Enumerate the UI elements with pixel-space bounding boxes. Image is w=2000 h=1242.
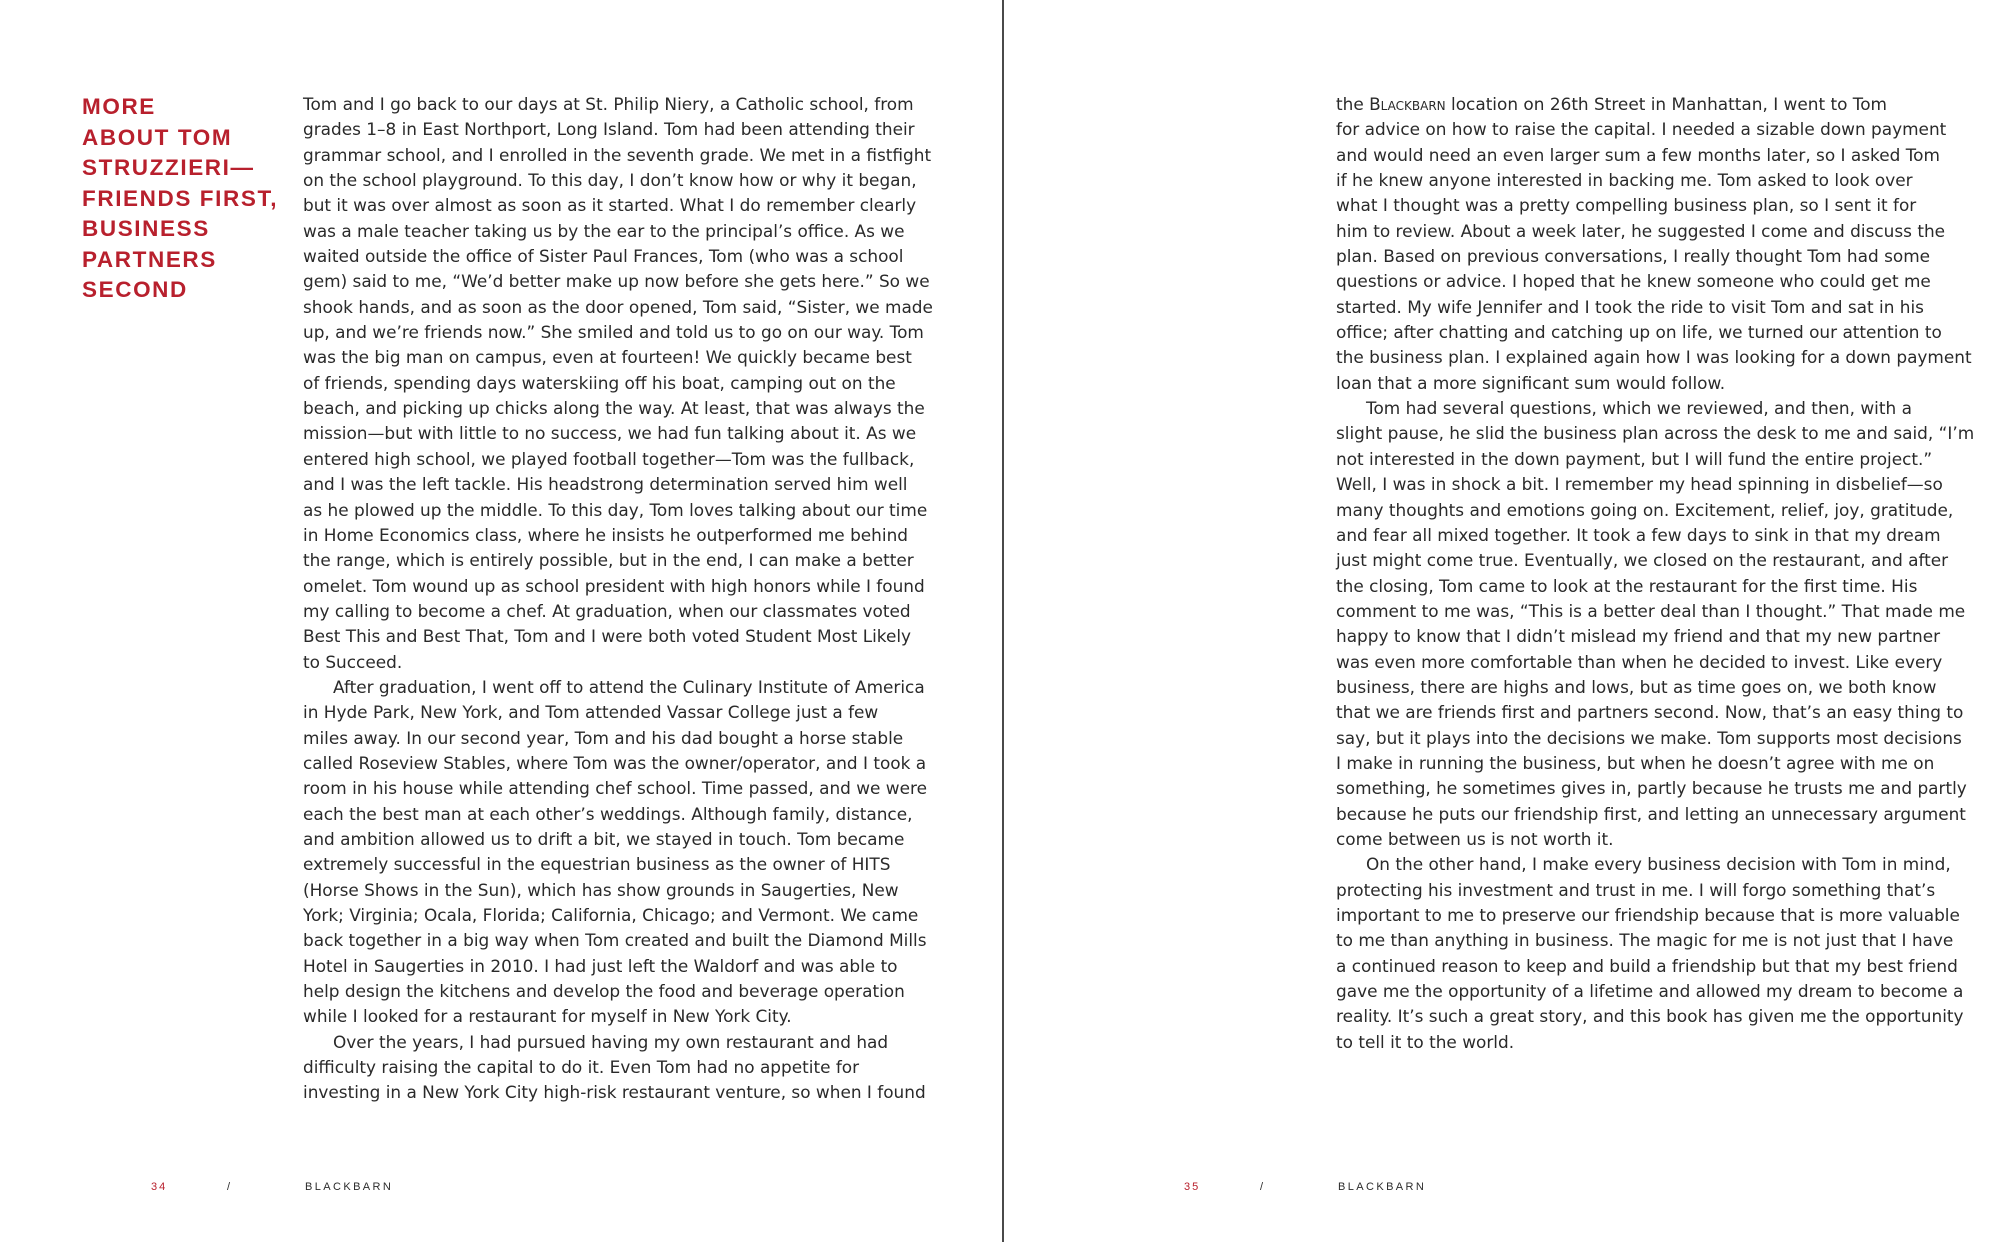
- text-line: After graduation, I went off to attend the Culinary Institute of America: [333, 676, 925, 697]
- text-line: Over the years, I had pursued having my own restaurant and had: [333, 1031, 889, 1052]
- brand-name: Blackbarn: [1369, 94, 1446, 114]
- text-line: I make in running the business, but when he doesn’t agree with me on: [1336, 752, 1935, 773]
- text-line: gave me the opportunity of a lifetime and allowed my dream to become a: [1336, 981, 1964, 1002]
- text-line: my calling to become a chef. At graduation, when our classmates voted: [303, 600, 911, 621]
- text-line: gem) said to me, “We’d better make up now before she gets here.” So we: [303, 271, 930, 292]
- text-line: On the other hand, I make every business decision with Tom in mind,: [1366, 854, 1951, 875]
- right-body-text: [1336, 92, 1975, 1055]
- text-line: many thoughts and emotions going on. Excitement, relief, joy, gratitude,: [1336, 499, 1954, 520]
- text-line: Tom and I go back to our days at St. Philip Niery, a Catholic school, from: [303, 94, 914, 114]
- text-line: on the school playground. To this day, I don’t know how or why it began,: [303, 170, 917, 191]
- text-line: York; Virginia; Ocala, Florida; California, Chicago; and Vermont. We came: [303, 905, 919, 925]
- text-line: protecting his investment and trust in me. I will forgo something that’s: [1336, 879, 1936, 900]
- heading-line: ABOUT TOM: [82, 124, 233, 150]
- text-line: just might come true. Eventually, we closed on the restaurant, and after: [1336, 550, 1949, 571]
- text-line: Best This and Best That, Tom and I were both voted Student Most Likely: [303, 626, 912, 647]
- heading-line: STRUZZIERI—: [82, 155, 255, 180]
- text-line: important to me to preserve our friendship because that is more valuable: [1336, 905, 1960, 925]
- page-number: 34: [151, 1181, 168, 1193]
- text-line: of friends, spending days waterskiing off his boat, camping out on the: [303, 372, 896, 393]
- text-line: as he plowed up the middle. To this day, Tom loves talking about our time: [303, 499, 928, 520]
- text-line: was the big man on campus, even at fourteen! We quickly became best: [303, 347, 912, 368]
- text-line: something, he sometimes gives in, partly because he trusts me and partly: [1336, 778, 1967, 799]
- text-line: to tell it to the world.: [1336, 1031, 1515, 1052]
- text-line: and I was the left tackle. His headstrong determination served him well: [303, 474, 908, 495]
- left-body-text: [303, 92, 933, 1106]
- text-line: but it was over almost as soon as it started. What I do remember clearly: [303, 195, 917, 216]
- text-line: to Succeed.: [303, 651, 403, 672]
- text-line: was a male teacher taking us by the ear to the principal’s office. As we: [303, 220, 905, 241]
- running-footer-title: BLACKBARN: [1338, 1181, 1427, 1193]
- text-line: extremely successful in the equestrian business as the owner of HITS: [303, 854, 891, 875]
- paragraph-2: [303, 675, 927, 1030]
- heading-line: FRIENDS FIRST,: [82, 185, 279, 211]
- footer-separator: /: [227, 1181, 233, 1193]
- text-line: say, but it plays into the decisions we make. Tom supports most decisions: [1336, 727, 1962, 748]
- paragraph-1: [303, 92, 933, 675]
- text-line: and fear all mixed together. It took a few days to sink in that my dream: [1336, 524, 1941, 545]
- text-line: plan. Based on previous conversations, I really thought Tom had some: [1336, 246, 1931, 267]
- text-line: beach, and picking up chicks along the way. At least, that was always the: [303, 398, 925, 419]
- text-line: omelet. Tom wound up as school president with high honors while I found: [303, 575, 925, 596]
- text-line: him to review. About a week later, he suggested I come and discuss the: [1336, 220, 1946, 241]
- text-line: the closing, Tom came to look at the restaurant for the first time. His: [1336, 575, 1918, 596]
- text-line: comment to me was, “This is a better deal than I thought.” That made me: [1336, 600, 1966, 621]
- text-line: [1336, 92, 1936, 117]
- text-line: called Roseview Stables, where Tom was the owner/operator, and I took a: [303, 752, 927, 773]
- text-fragment: location on 26th Street in Manhattan, I went to Tom: [1445, 94, 1888, 114]
- text-line: mission—but with little to no success, we had fun talking about it. As we: [303, 423, 917, 444]
- text-line: each the best man at each other’s weddings. Although family, distance,: [303, 803, 913, 824]
- text-line: entered high school, we played football together—Tom was the fullback,: [303, 448, 915, 469]
- paragraph-5: [1336, 396, 1975, 852]
- paragraph-3: [303, 1030, 926, 1106]
- text-line: the business plan. I explained again how I was looking for a down payment: [1336, 347, 1972, 368]
- text-line: in Home Economics class, where he insists he outperformed me behind: [303, 524, 909, 545]
- section-heading: [82, 92, 292, 306]
- text-line: Well, I was in shock a bit. I remember my head spinning in disbelief—so: [1336, 474, 1943, 495]
- text-line: come between us is not worth it.: [1336, 828, 1614, 849]
- text-line: difficulty raising the capital to do it. Even Tom had no appetite for: [303, 1057, 860, 1078]
- text-line: help design the kitchens and develop the food and beverage operation: [303, 981, 905, 1002]
- text-line: to me than anything in business. The magic for me is not just that I have: [1336, 930, 1954, 951]
- text-line: miles away. In our second year, Tom and his dad bought a horse stable: [303, 727, 904, 748]
- text-line: what I thought was a pretty compelling business plan, so I sent it for: [1336, 195, 1917, 216]
- text-line: started. My wife Jennifer and I took the ride to visit Tom and sat in his: [1336, 296, 1924, 317]
- text-line: not interested in the down payment, but I will fund the entire project.”: [1336, 448, 1933, 469]
- text-line: in Hyde Park, New York, and Tom attended Vassar College just a few: [303, 702, 879, 723]
- running-footer-title: BLACKBARN: [305, 1181, 394, 1193]
- right-page: [1004, 0, 2000, 1242]
- text-line: the range, which is entirely possible, but in the end, I can make a better: [303, 550, 914, 571]
- text-line: while I looked for a restaurant for myself in New York City.: [303, 1006, 792, 1027]
- text-line: and would need an even larger sum a few months later, so I asked Tom: [1336, 144, 1940, 165]
- text-line: if he knew anyone interested in backing me. Tom asked to look over: [1336, 170, 1913, 191]
- text-line: (Horse Shows in the Sun), which has show grounds in Saugerties, New: [303, 879, 899, 900]
- footer-separator: /: [1260, 1181, 1266, 1193]
- text-line: that we are friends first and partners second. Now, that’s an easy thing to: [1336, 702, 1964, 723]
- text-fragment: the: [1336, 94, 1370, 114]
- heading-line: SECOND: [82, 277, 188, 302]
- text-line: because he puts our friendship first, and letting an unnecessary argument: [1336, 803, 1966, 824]
- text-line: slight pause, he slid the business plan across the desk to me and said, “I’m: [1336, 423, 1975, 444]
- text-line: investing in a New York City high-risk restaurant venture, so when I found: [303, 1082, 926, 1103]
- text-line: for advice on how to raise the capital. I needed a sizable down payment: [1336, 119, 1947, 140]
- text-line: back together in a big way when Tom created and built the Diamond Mills: [303, 930, 927, 951]
- text-line: shook hands, and as soon as the door opened, Tom said, “Sister, we made: [303, 296, 933, 317]
- text-line: questions or advice. I hoped that he knew someone who could get me: [1336, 271, 1931, 292]
- text-line: a continued reason to keep and build a friendship but that my best friend: [1336, 955, 1958, 976]
- paragraph-4: [1336, 92, 1972, 396]
- text-line: happy to know that I didn’t mislead my friend and that my new partner: [1336, 626, 1941, 647]
- text-line: room in his house while attending chef school. Time passed, and we were: [303, 778, 927, 799]
- paragraph-6: [1336, 852, 1964, 1055]
- heading-line: PARTNERS: [82, 246, 217, 272]
- heading-line: BUSINESS: [82, 216, 210, 241]
- page-number: 35: [1184, 1181, 1201, 1193]
- text-line: loan that a more significant sum would follow.: [1336, 372, 1726, 393]
- text-line: office; after chatting and catching up on life, we turned our attention to: [1336, 322, 1942, 343]
- text-line: grammar school, and I enrolled in the seventh grade. We met in a fistfight: [303, 144, 932, 165]
- heading-line: MORE: [82, 94, 156, 119]
- text-line: business, there are highs and lows, but as time goes on, we both know: [1336, 676, 1937, 697]
- text-line: grades 1–8 in East Northport, Long Island. Tom had been attending their: [303, 119, 915, 140]
- text-line: reality. It’s such a great story, and this book has given me the opportunity: [1336, 1006, 1964, 1027]
- text-line: Tom had several questions, which we reviewed, and then, with a: [1366, 398, 1912, 419]
- text-line: up, and we’re friends now.” She smiled and told us to go on our way. Tom: [303, 322, 924, 343]
- text-line: Hotel in Saugerties in 2010. I had just left the Waldorf and was able to: [303, 955, 898, 976]
- text-line: was even more comfortable than when he decided to invest. Like every: [1336, 651, 1943, 672]
- text-line: waited outside the office of Sister Paul Frances, Tom (who was a school: [303, 246, 904, 267]
- text-line: and ambition allowed us to drift a bit, we stayed in touch. Tom became: [303, 828, 905, 849]
